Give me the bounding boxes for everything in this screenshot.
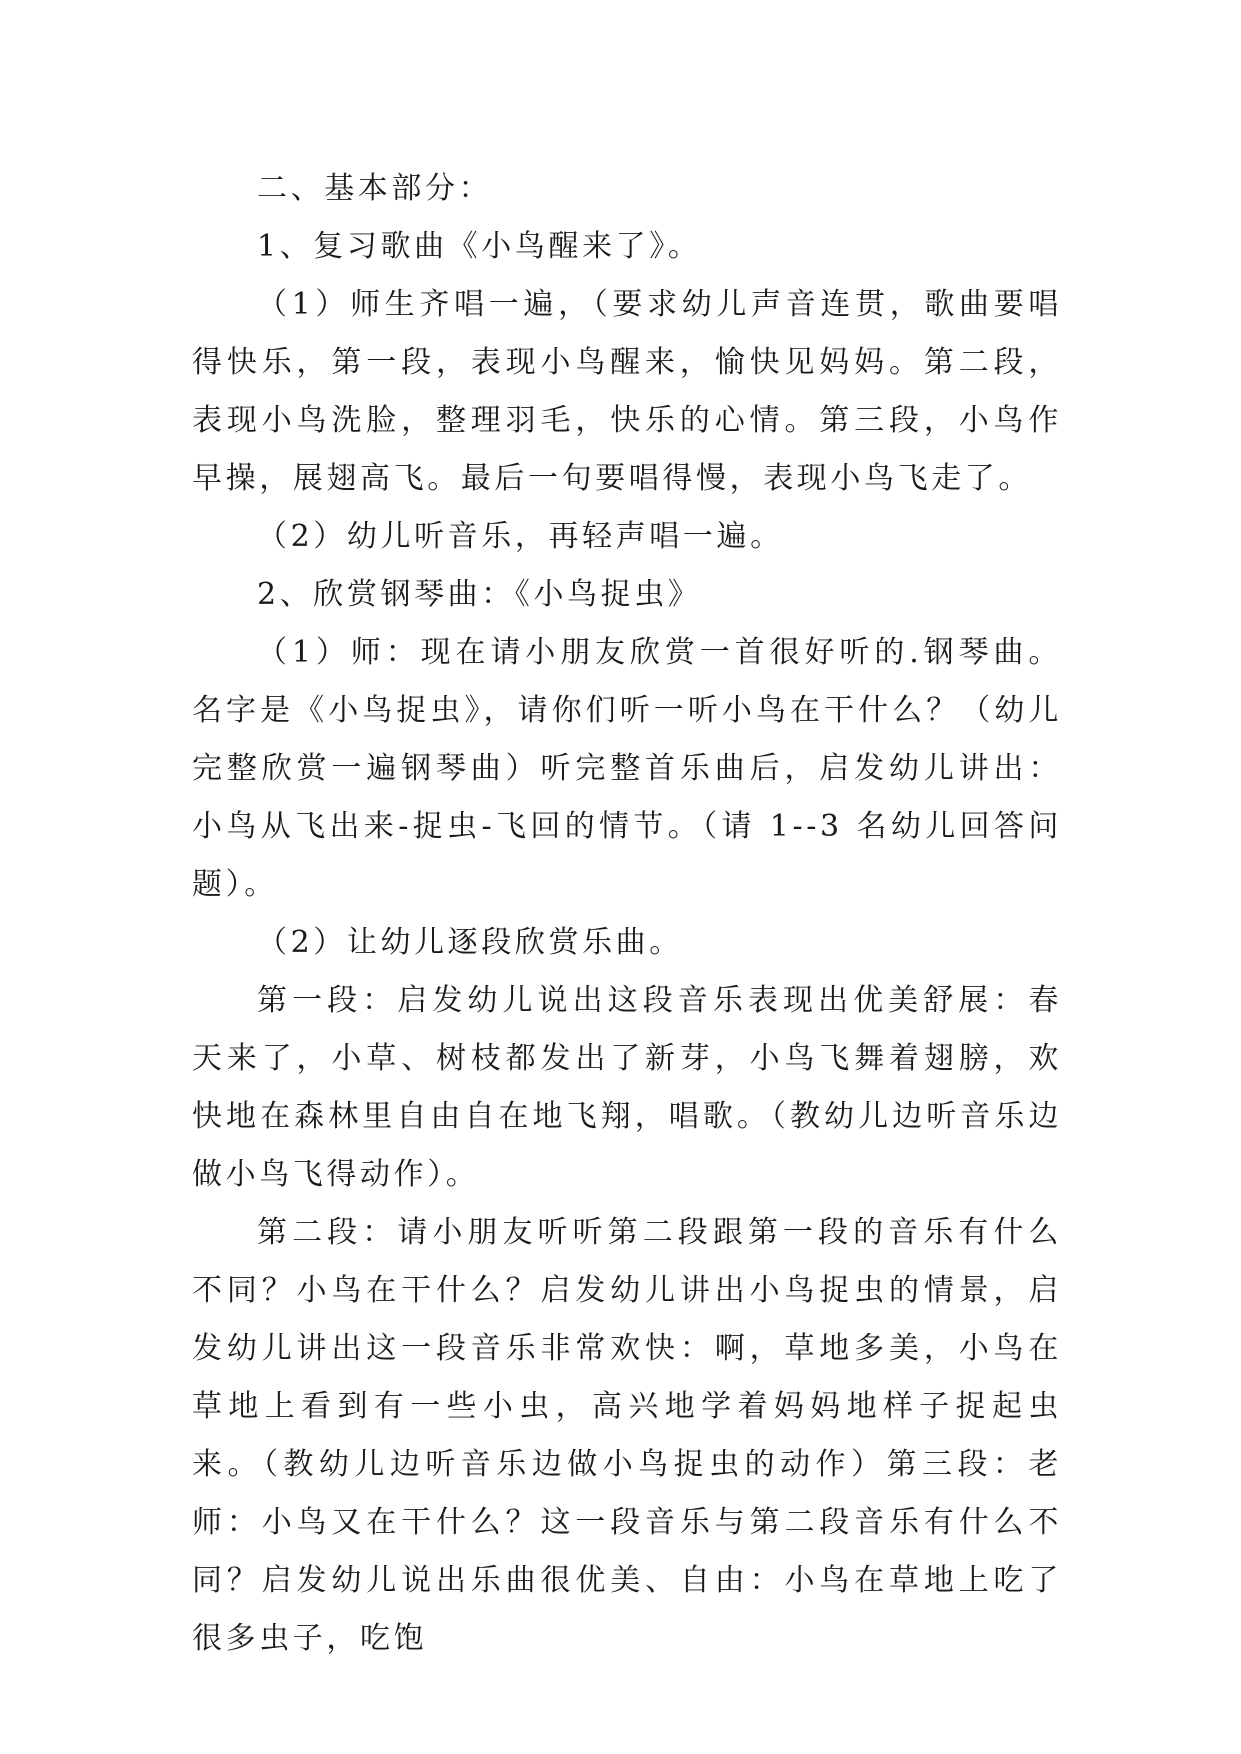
item-heading-piano-piece: 2、欣赏钢琴曲：《小鸟捉虫》 xyxy=(257,577,702,612)
paragraph-second-third-section: 第二段：请小朋友听听第二段跟第一段的音乐有什么不同？小鸟在干什么？启发幼儿讲出小鸟捉虫的情景，启发幼儿讲出这一段音乐非常欢快：啊，草地多美，小鸟在草地上看到有一些小虫，高兴地学着妈妈地样子捉起虫来。（教幼儿边听音乐边做小鸟捉虫的动作）第三段：老师：小鸟又在干什么？这一段音乐与第二段音乐有什么不同？启发幼儿说出乐曲很优美、自由：小鸟在草地上吃了很多虫子，吃饱 xyxy=(192,1215,1062,1656)
paragraph-first-section: 第一段：启发幼儿说出这段音乐表现出优美舒展：春天来了，小草、树枝都发出了新芽，小鸟飞舞着翅膀，欢快地在森林里自由自在地飞翔，唱歌。（教幼儿边听音乐边做小鸟飞得动作）。 xyxy=(192,983,1062,1192)
paragraph-sing-together: （1）师生齐唱一遍，（要求幼儿声音连贯，歌曲要唱得快乐，第一段，表现小鸟醒来，愉快见妈妈。第二段，表现小鸟洗脸，整理羽毛，快乐的心情。第三段，小鸟作早操，展翅高飞。最后一句要唱得慢，表现小鸟飞走了。 xyxy=(192,287,1062,496)
document-body xyxy=(192,160,1062,1668)
item-heading-review-song: 1、复习歌曲《小鸟醒来了》。 xyxy=(257,229,702,264)
paragraph-listen-sing: （2）幼儿听音乐，再轻声唱一遍。 xyxy=(257,519,784,554)
paragraph-appreciate-piano: （1）师：现在请小朋友欣赏一首很好听的.钢琴曲。名字是《小鸟捉虫》，请你们听一听小鸟在干什么？（幼儿完整欣赏一遍钢琴曲）听完整首乐曲后，启发幼儿讲出：小鸟从飞出来-捉虫-飞回的情节。（请 1--3 名幼儿回答问题）。 xyxy=(192,635,1062,902)
section-heading: 二、基本部分： xyxy=(257,171,493,206)
paragraph-section-by-section: （2）让幼儿逐段欣赏乐曲。 xyxy=(257,925,683,960)
